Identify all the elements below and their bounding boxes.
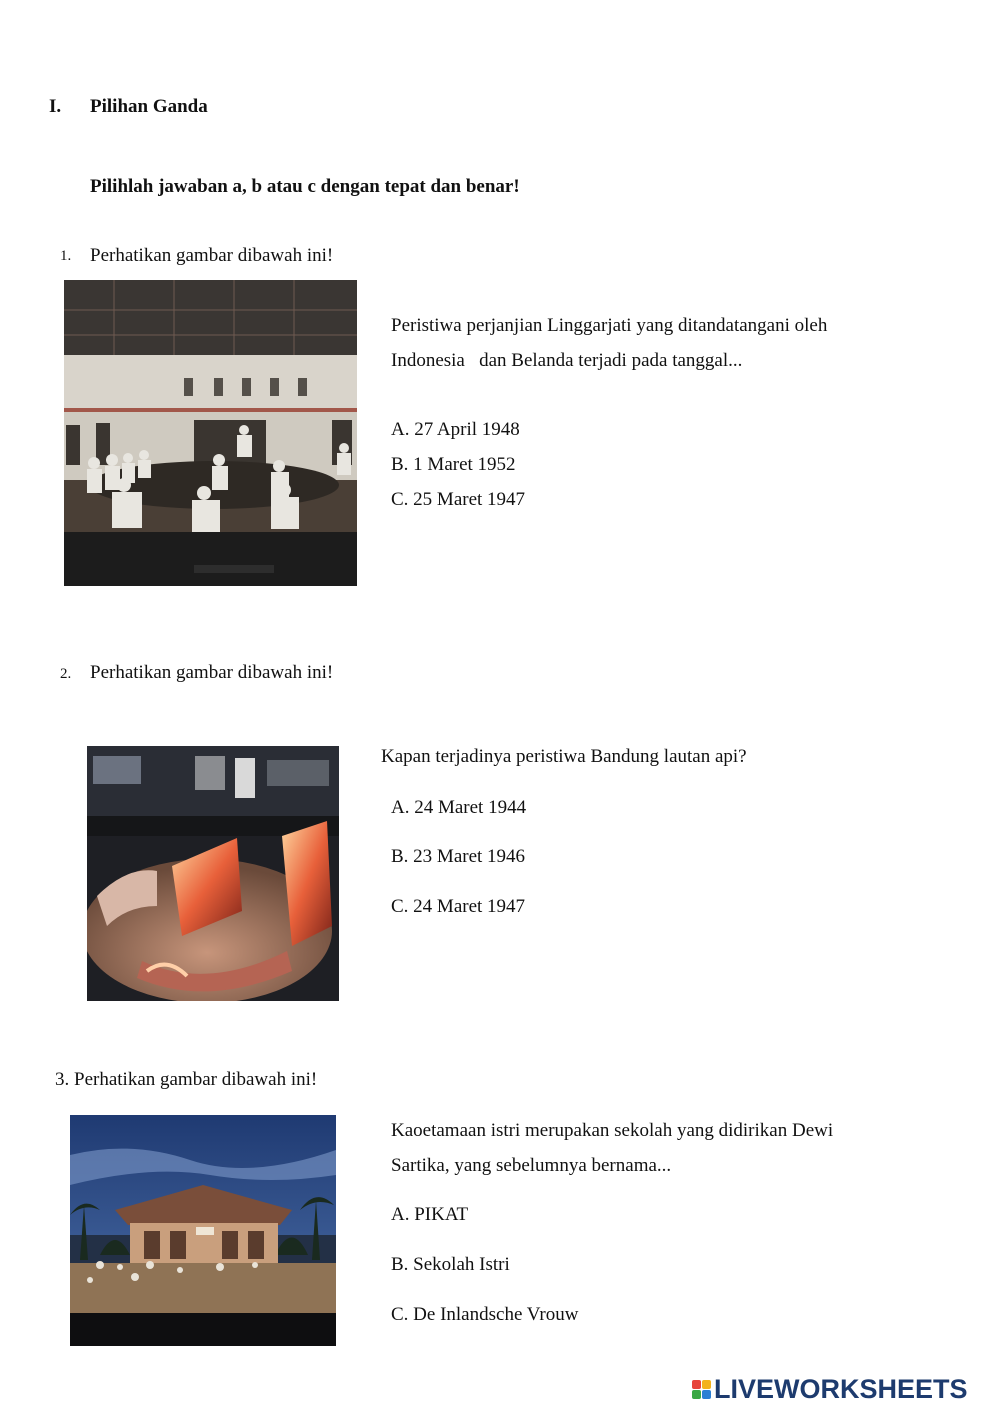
question-1-option-b[interactable]: B. 1 Maret 1952 xyxy=(391,454,516,475)
question-3-option-c[interactable]: C. De Inlandsche Vrouw xyxy=(391,1304,579,1325)
question-1-text-line1: Peristiwa perjanjian Linggarjati yang ditandatangani oleh xyxy=(391,315,828,336)
linggarjati-diorama-image xyxy=(64,280,357,586)
question-2-prompt: Perhatikan gambar dibawah ini! xyxy=(90,662,334,683)
question-1-number: 1. xyxy=(60,248,72,264)
instruction: Pilihlah jawaban a, b atau c dengan tepat dan benar! xyxy=(90,176,520,197)
section-number: I. xyxy=(49,96,62,117)
logo-mark-icon xyxy=(692,1380,711,1399)
liveworksheets-logo[interactable] xyxy=(692,1374,968,1404)
logo-text: LIVEWORKSHEETS xyxy=(714,1373,968,1404)
question-1-option-a[interactable]: A. 27 April 1948 xyxy=(391,419,520,440)
question-1-option-c[interactable]: C. 25 Maret 1947 xyxy=(391,489,526,510)
question-2-text-line1: Kapan terjadinya peristiwa Bandung lautan api? xyxy=(381,746,747,767)
question-2-number: 2. xyxy=(60,666,72,682)
sekolah-istri-diorama-image xyxy=(70,1115,336,1346)
question-2-option-b[interactable]: B. 23 Maret 1946 xyxy=(391,846,526,867)
bandung-lautan-api-image xyxy=(87,746,339,1001)
question-3-text-line2: Sartika, yang sebelumnya bernama... xyxy=(391,1155,672,1176)
question-2-option-c[interactable]: C. 24 Maret 1947 xyxy=(391,896,526,917)
question-1-prompt: Perhatikan gambar dibawah ini! xyxy=(90,245,334,266)
question-3-number: 3. xyxy=(55,1069,70,1090)
question-3-prompt: Perhatikan gambar dibawah ini! xyxy=(74,1069,318,1090)
question-1-text-line2: Indonesia dan Belanda terjadi pada tanggal... xyxy=(391,350,743,371)
question-3-option-b[interactable]: B. Sekolah Istri xyxy=(391,1254,510,1275)
question-3-option-a[interactable]: A. PIKAT xyxy=(391,1204,469,1225)
question-2-option-a[interactable]: A. 24 Maret 1944 xyxy=(391,797,527,818)
section-title: Pilihan Ganda xyxy=(90,96,208,117)
question-3-text-line1: Kaoetamaan istri merupakan sekolah yang didirikan Dewi xyxy=(391,1120,834,1141)
